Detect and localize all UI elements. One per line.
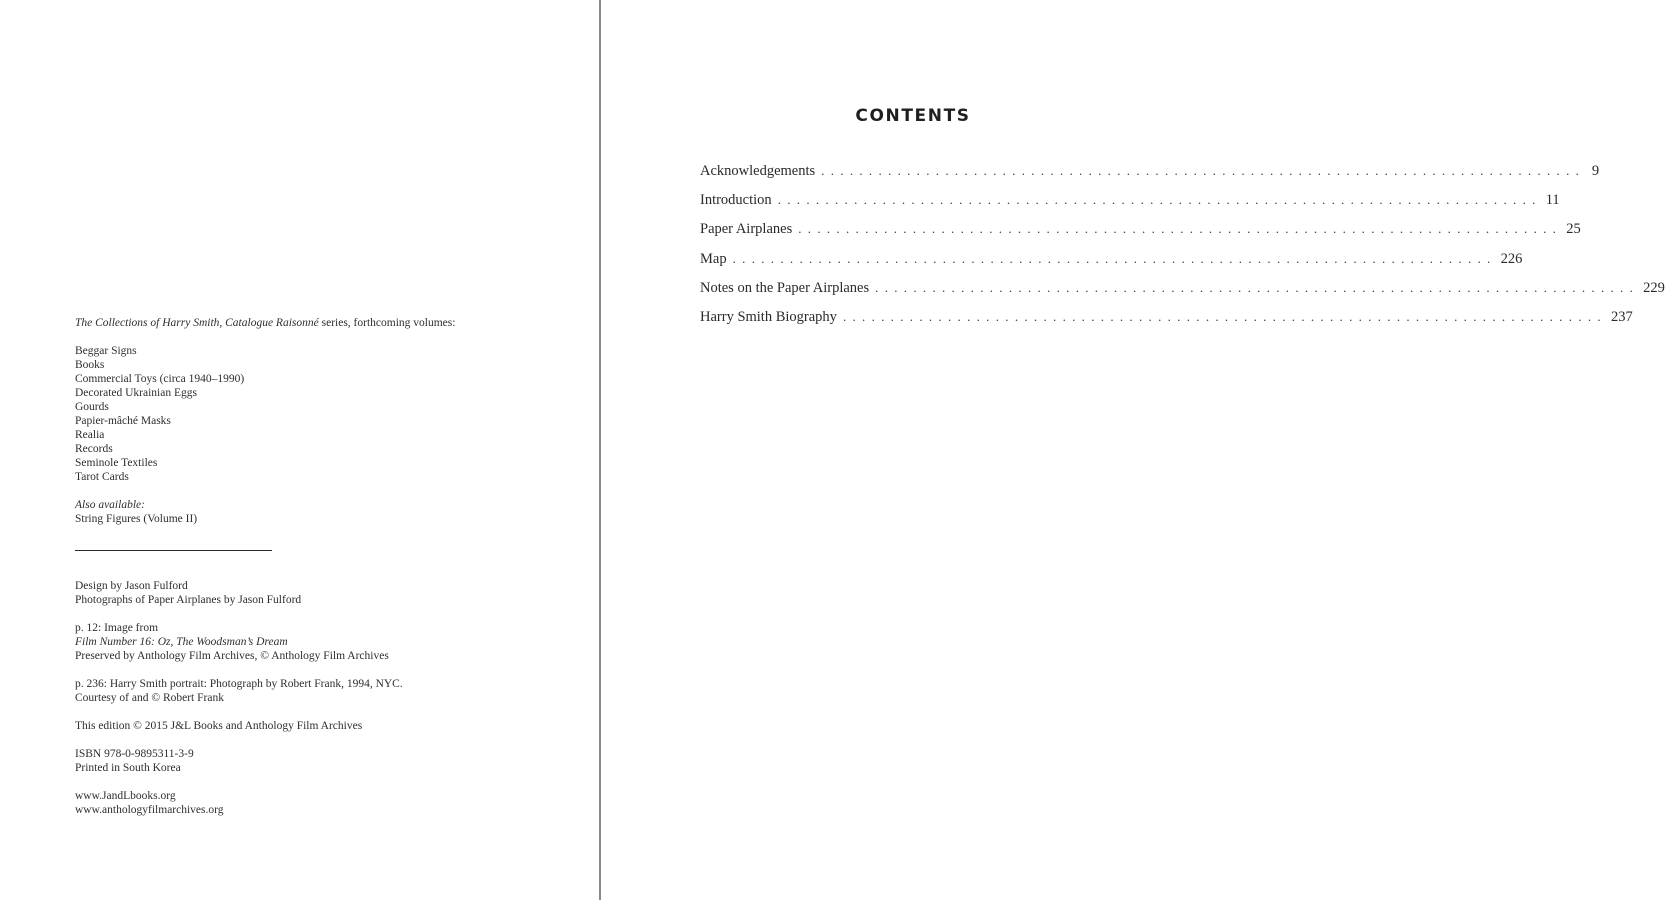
toc-dot-leader: ................................................................................ — [777, 192, 1542, 208]
forthcoming-volumes-list — [75, 344, 575, 484]
list-item: Beggar Signs — [75, 345, 137, 357]
website-anthology: www.anthologyfilmarchives.org — [75, 804, 224, 816]
toc-entry-page: 226 — [1500, 250, 1523, 267]
list-item: Realia — [75, 429, 105, 441]
toc-dot-leader: ................................................................................ — [798, 221, 1563, 237]
toc-entry-map[interactable] — [700, 250, 1523, 280]
toc-entry-paper-airplanes[interactable] — [700, 221, 1581, 250]
list-item: Decorated Ukrainian Eggs — [75, 387, 197, 399]
colophon — [75, 316, 575, 831]
list-item: Commercial Toys (circa 1940–1990) — [75, 373, 245, 385]
left-page-colophon — [0, 0, 599, 900]
series-note-rest: series, forthcoming volumes: — [318, 317, 456, 329]
right-page-contents — [601, 0, 1665, 900]
toc-entry-title: Introduction — [700, 192, 772, 209]
isbn: ISBN 978-0-9895311-3-9 — [75, 748, 194, 760]
list-item: Tarot Cards — [75, 471, 129, 483]
table-of-contents — [700, 163, 1665, 338]
series-note — [75, 316, 575, 330]
toc-entry-acknowledgements[interactable] — [700, 163, 1600, 192]
toc-dot-leader: ................................................................................ — [732, 250, 1497, 266]
edition-note — [75, 719, 575, 733]
p236-credit-line2: Courtesy of and © Robert Frank — [75, 692, 224, 704]
design-credit: Design by Jason Fulford — [75, 580, 188, 592]
toc-entry-title: Acknowledgements — [700, 163, 816, 179]
list-item: Books — [75, 359, 105, 371]
also-available-label: Also available: — [75, 499, 145, 511]
p12-prefix: p. 12: Image from — [75, 622, 159, 634]
isbn-block — [75, 747, 575, 775]
p12-credit — [75, 621, 575, 663]
list-item: Gourds — [75, 401, 109, 413]
toc-entry-introduction[interactable] — [700, 192, 1560, 221]
design-credits — [75, 579, 575, 607]
p236-credit — [75, 677, 575, 705]
edition-copyright: This edition © 2015 J&L Books and Anthology Film Archives — [75, 720, 363, 732]
toc-entry-biography[interactable] — [700, 308, 1633, 338]
p12-credit-line2: Preserved by Anthology Film Archives, © Anthology Film Archives — [75, 650, 389, 662]
toc-entry-title: Notes on the Paper Airplanes — [700, 279, 870, 296]
toc-entry-page: 9 — [1591, 163, 1600, 179]
toc-entry-notes[interactable] — [700, 279, 1665, 309]
p12-film-title: Film Number 16: Oz, The Woodsman’s Dream — [75, 636, 288, 648]
photo-credit: Photographs of Paper Airplanes by Jason Fulford — [75, 594, 302, 606]
websites — [75, 789, 575, 817]
list-item: Records — [75, 443, 113, 455]
p236-credit-line1: p. 236: Harry Smith portrait: Photograph by Robert Frank, 1994, NYC. — [75, 678, 403, 690]
toc-entry-page: 237 — [1610, 308, 1633, 325]
list-item: Seminole Textiles — [75, 457, 158, 469]
toc-dot-leader: ................................................................................ — [842, 308, 1607, 324]
also-available-item: String Figures (Volume II) — [75, 513, 198, 525]
also-available — [75, 498, 575, 526]
contents-heading: CONTENTS — [855, 106, 971, 126]
toc-entry-title: Harry Smith Biography — [700, 308, 837, 325]
toc-dot-leader: ................................................................................ — [875, 279, 1640, 295]
toc-entry-title: Map — [700, 250, 727, 267]
divider-rule — [75, 550, 272, 551]
toc-entry-title: Paper Airplanes — [700, 221, 793, 238]
toc-dot-leader: ................................................................................ — [821, 163, 1586, 178]
series-title: The Collections of Harry Smith, Catalogue Raisonné — [75, 317, 319, 329]
toc-entry-page: 11 — [1545, 192, 1560, 209]
printed-in: Printed in South Korea — [75, 762, 181, 774]
toc-entry-page: 229 — [1643, 279, 1665, 296]
toc-entry-page: 25 — [1566, 221, 1581, 238]
p12-credit-line1 — [75, 621, 575, 649]
list-item: Papier-mâché Masks — [75, 415, 171, 427]
website-jandl: www.JandLbooks.org — [75, 790, 176, 802]
